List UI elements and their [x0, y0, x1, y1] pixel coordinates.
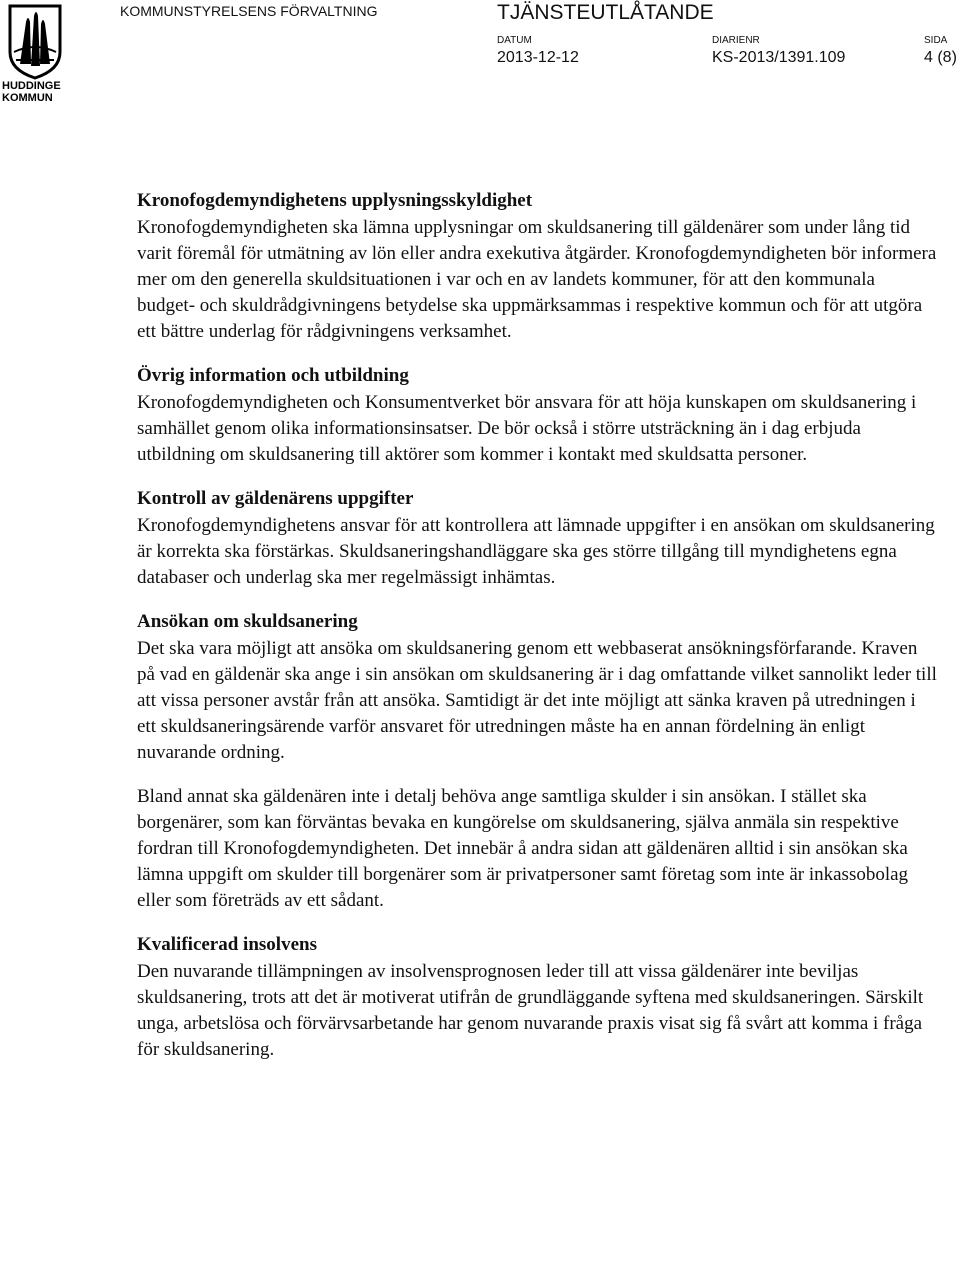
section-kontroll-uppgifter	[137, 486, 937, 591]
section-heading: Kontroll av gäldenärens uppgifter	[137, 488, 414, 509]
page-number: 4 (8)	[924, 49, 957, 66]
section-heading: Kronofogdemyndighetens upplysningsskyldighet	[137, 190, 533, 211]
section-paragraph: Kronofogdemyndigheten och Konsumentverket bör ansvara för att höja kunskapen om skuldsanering i samhället genom olika informationsinsatser. De bör också i större utsträckning än i dag erbjuda utbildning om skuldsanering till aktörer som kommer i kontakt med skuldsatta personer.	[137, 392, 917, 465]
date-label: DATUM	[497, 35, 532, 46]
registration-number-label: DIARIENR	[712, 35, 760, 46]
logo-text-line1: HUDDINGE	[2, 80, 61, 92]
section-heading: Kvalificerad insolvens	[137, 934, 317, 955]
section-ansokan-skuldsanering	[137, 609, 937, 914]
department-name: KOMMUNSTYRELSENS FÖRVALTNING	[120, 3, 378, 19]
section-kronofogden-upplysningsskyldighet	[137, 188, 937, 345]
document-body	[137, 188, 937, 1081]
section-paragraph: Kronofogdemyndigheten ska lämna upplysningar om skuldsanering till gäldenärer som under lång tid varit föremål för utmätning av lön eller andra exekutiva åtgärder. Kronofogdemyndigheten bör informera mer om den generella skuldsituationen i var och en av landets kommuner, för att den kommunala budget- och skuldrådgivningens betydelse ska uppmärksammas i respektive kommun och för att utgöra ett bättre underlag för rådgivningens verksamhet.	[137, 217, 937, 342]
section-heading: Övrig information och utbildning	[137, 365, 409, 386]
section-paragraph: Det ska vara möjligt att ansöka om skuldsanering genom ett webbaserat ansökningsförfarande. Kraven på vad en gäldenär ska ange i sin ansökan om skuldsanering är i dag omfattande vilket sannolikt leder till att vissa personer avstår från att ansöka. Samtidigt är det inte möjligt att sänka kraven på utredningen i ett skuldsaneringsärende varför ansvaret för utredningen måste ha en annan fördelning än enligt nuvarande ordning.	[137, 638, 937, 763]
section-heading: Ansökan om skuldsanering	[137, 611, 358, 632]
page-label: SIDA	[924, 35, 948, 46]
section-kvalificerad-insolvens	[137, 932, 937, 1063]
logo-text-line2: KOMMUN	[2, 92, 53, 104]
document-type: TJÄNSTEUTLÅTANDE	[497, 1, 714, 24]
section-paragraph: Den nuvarande tillämpningen av insolvensprognosen leder till att vissa gäldenärer inte beviljas skuldsanering, trots att det är motiverat utifrån de grundläggande syftena med skuldsaneringen. Särskilt unga, arbetslösa och förvärvsarbetande har genom nuvarande praxis visat sig få svårt att komma i fråga för skuldsanering.	[137, 961, 924, 1060]
section-paragraph: Kronofogdemyndighetens ansvar för att kontrollera att lämnade uppgifter i en ansökan om skuldsanering är korrekta ska förstärkas. Skuldsaneringshandläggare ska ges större tillgång till myndighetens egna databaser och underlag ska mer regelmässigt inhämtas.	[137, 515, 935, 588]
date-value: 2013-12-12	[497, 49, 579, 66]
logo-text	[2, 80, 72, 104]
registration-number-value: KS-2013/1391.109	[712, 49, 846, 66]
document-header	[0, 0, 960, 110]
section-paragraph: Bland annat ska gäldenären inte i detalj behöva ange samtliga skulder i sin ansökan. I stället ska borgenärer, som kan förväntas bevaka en kungörelse om skuldsanering, själva anmäla sin respektive fordran till Kronofogdemyndigheten. Det innebär å andra sidan att gäldenären alltid i sin ansökan ska lämna uppgift om skulder till borgenärer som är privatpersoner samt företag som inte är inkassobolag eller som företräds av ett sådant.	[137, 786, 909, 911]
section-ovrig-information	[137, 363, 937, 468]
